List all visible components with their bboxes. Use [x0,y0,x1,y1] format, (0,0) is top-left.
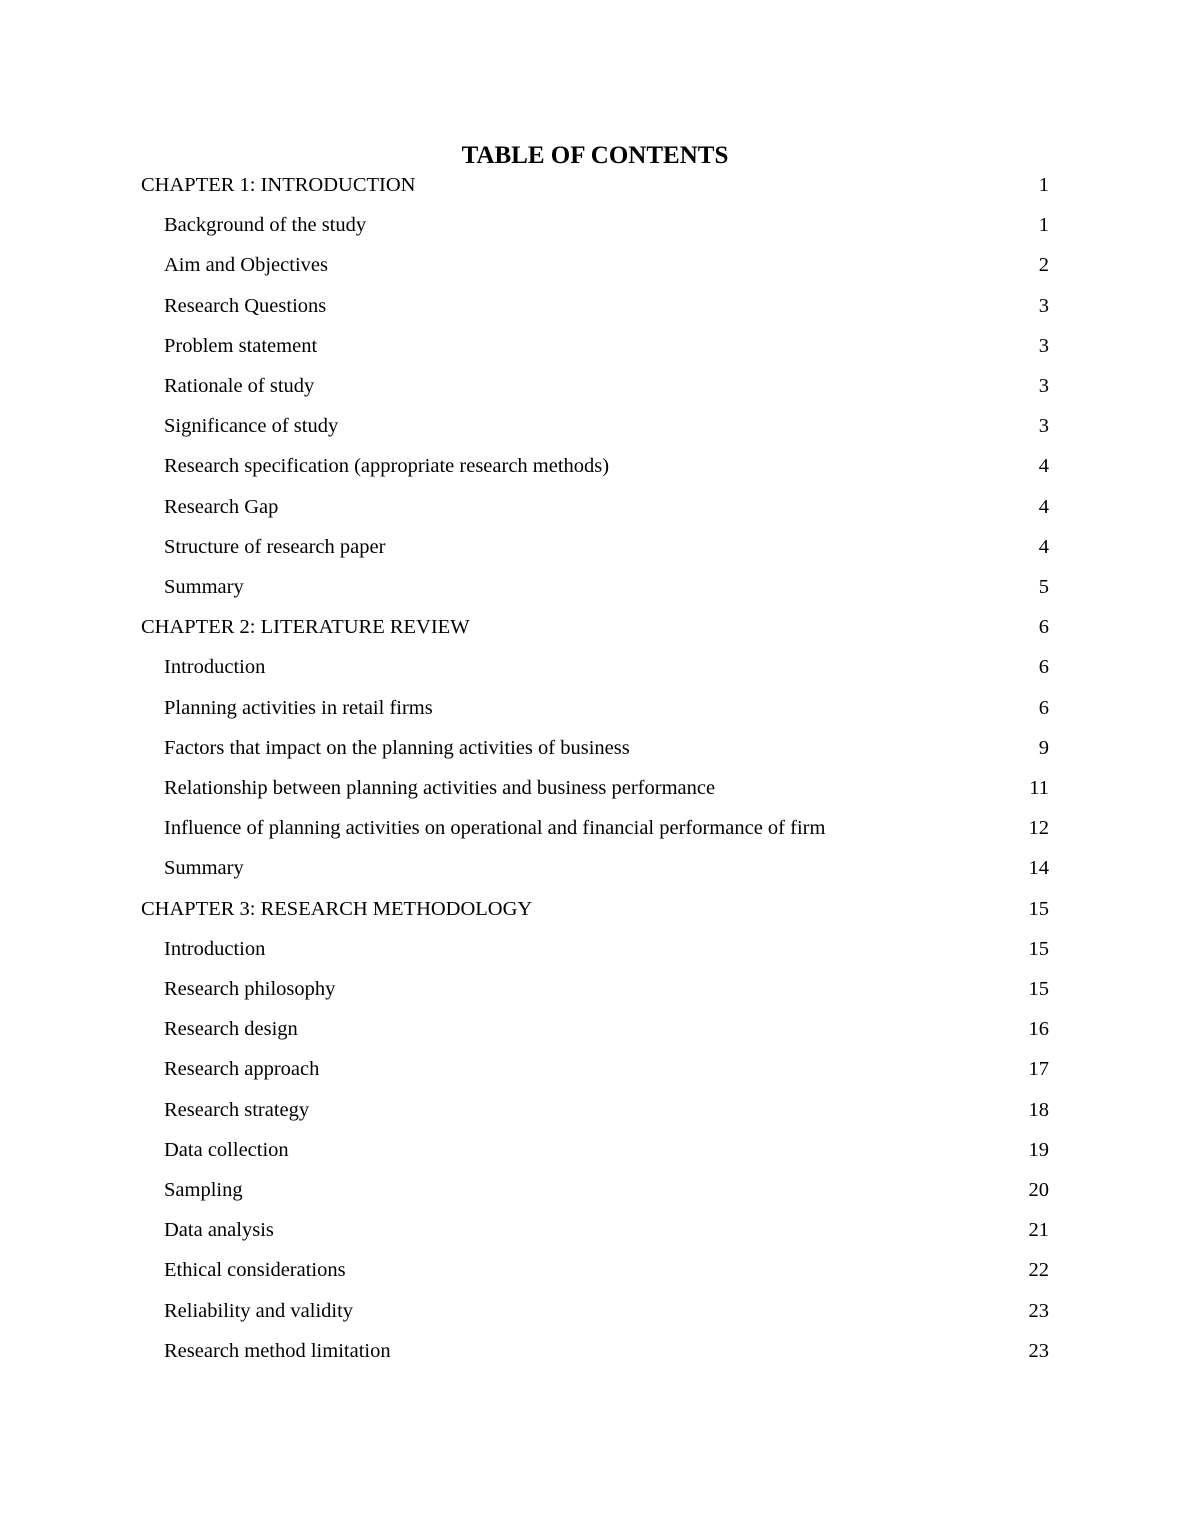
toc-page-number: 20 [1028,1179,1049,1201]
toc-entry-label: CHAPTER 2: LITERATURE REVIEW [141,616,470,639]
toc-entry-label: Significance of study [164,415,339,438]
toc-entry-label: Background of the study [164,214,367,237]
toc-page-number: 6 [1038,696,1049,719]
toc-section-entry[interactable] [164,1135,1049,1165]
toc-entry-label: Planning activities in retail firms [164,696,433,719]
toc-section-entry[interactable] [164,1014,1049,1044]
toc-section-entry[interactable] [164,291,1049,321]
toc-entry-label: Data analysis [164,1219,274,1242]
toc-section-entry[interactable] [164,773,1049,803]
toc-entry-label: Summary [164,857,244,880]
toc-chapter-entry[interactable] [141,170,1049,200]
toc-page-number: 2 [1038,254,1049,277]
toc-page-number: 15 [1028,937,1049,960]
toc-entry-label: Research specification (appropriate research methods) [164,455,610,478]
toc-entry-label: Relationship between planning activities and business performance [164,777,716,799]
toc-section-entry[interactable] [164,974,1049,1004]
toc-section-entry[interactable] [164,250,1049,280]
toc-page-number: 15 [1028,978,1049,1000]
toc-entry-label: Rationale of study [164,375,315,397]
toc-page-number: 18 [1028,1098,1049,1121]
toc-page-number: 9 [1038,736,1049,759]
toc-section-entry[interactable] [164,652,1049,682]
toc-section-entry[interactable] [164,210,1049,240]
toc-entry-label: Research method limitation [164,1339,391,1362]
toc-page-number: 12 [1028,817,1049,840]
toc-page-number: 6 [1038,656,1049,679]
toc-chapter-entry[interactable] [141,894,1049,924]
toc-entry-label: Reliability and validity [164,1299,354,1322]
toc-section-entry[interactable] [164,1336,1049,1366]
toc-page-number: 3 [1038,294,1049,317]
toc-entry-label: Influence of planning activities on operational and financial performance of firm [164,817,826,840]
toc-section-entry[interactable] [164,1255,1049,1285]
toc-section-entry[interactable] [164,331,1049,361]
toc-page-number: 4 [1038,535,1049,558]
toc-entry-label: CHAPTER 1: INTRODUCTION [141,174,416,196]
toc-entry-label: Research Questions [164,294,327,317]
toc-page-number: 14 [1028,857,1049,880]
toc-entry-label: Ethical considerations [164,1259,346,1282]
toc-section-entry[interactable] [164,1175,1049,1205]
toc-section-entry[interactable] [164,1095,1049,1125]
toc-section-entry[interactable] [164,693,1049,723]
toc-entry-label: Factors that impact on the planning activities of business [164,736,630,759]
toc-page-number: 1 [1038,214,1049,237]
toc-section-entry[interactable] [164,451,1049,481]
toc-entry-label: Sampling [164,1179,243,1201]
page-title: TABLE OF CONTENTS [461,142,729,169]
toc-entry-label: Data collection [164,1138,289,1161]
toc-page-number: 17 [1028,1058,1049,1081]
toc-page-number: 16 [1028,1018,1049,1041]
toc-page-number: 6 [1038,616,1049,639]
toc-page-number: 15 [1028,897,1049,920]
toc-entry-label: Research strategy [164,1098,310,1121]
toc-section-entry[interactable] [164,934,1049,964]
toc-page-number: 22 [1028,1259,1049,1282]
toc-page-number: 21 [1028,1219,1049,1242]
toc-section-entry[interactable] [164,813,1049,843]
toc-section-entry[interactable] [164,411,1049,441]
toc-page-number: 23 [1028,1299,1049,1322]
toc-entry-label: Research philosophy [164,978,336,1000]
toc-chapter-entry[interactable] [141,612,1049,642]
toc-page-number: 1 [1038,174,1049,196]
toc-section-entry[interactable] [164,733,1049,763]
toc-page-number: 4 [1038,495,1049,518]
toc-page-number: 4 [1038,455,1049,478]
toc-page-number: 3 [1038,415,1049,438]
toc-entry-label: Summary [164,576,244,598]
toc-section-entry[interactable] [164,492,1049,522]
toc-entry-label: Structure of research paper [164,535,386,558]
toc-section-entry[interactable] [164,371,1049,401]
toc-entry-label: Research Gap [164,495,279,518]
toc-section-entry[interactable] [164,853,1049,883]
toc-entry-label: Introduction [164,656,266,679]
toc-section-entry[interactable] [164,1215,1049,1245]
toc-section-entry[interactable] [164,1296,1049,1326]
toc-entry-label: Research design [164,1018,298,1041]
toc-entry-label: Problem statement [164,334,318,357]
toc-page-number: 11 [1029,777,1049,799]
toc-page-number: 3 [1038,375,1049,397]
toc-page-number: 19 [1028,1138,1049,1161]
toc-page-number: 3 [1038,334,1049,357]
toc-page-number: 23 [1028,1339,1049,1362]
toc-section-entry[interactable] [164,572,1049,602]
toc-entry-label: Introduction [164,937,266,960]
toc-entry-label: Research approach [164,1058,320,1081]
toc-entry-label: Aim and Objectives [164,254,328,277]
toc-page-number: 5 [1038,576,1049,598]
toc-section-entry[interactable] [164,1054,1049,1084]
toc-entry-label: CHAPTER 3: RESEARCH METHODOLOGY [141,897,533,920]
toc-section-entry[interactable] [164,532,1049,562]
